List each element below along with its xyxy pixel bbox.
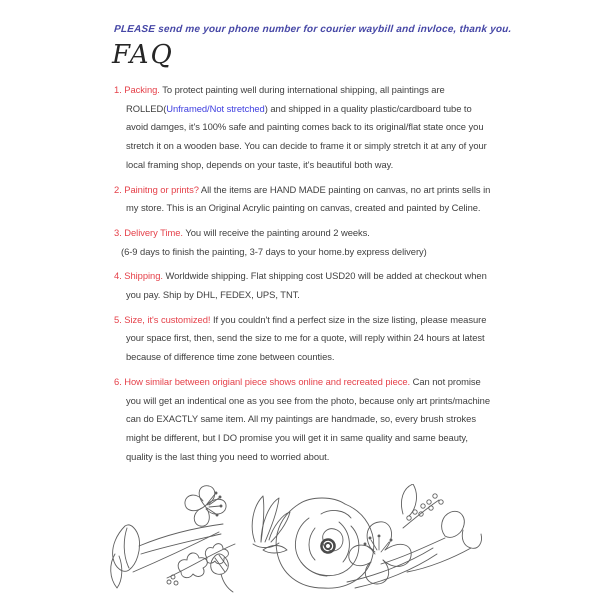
faq-item-size-customized — [114, 311, 492, 367]
faq-item-text: Can not promise you will get an indentical one as you see from the photo, because only art prints/machine can do EXACTLY same item. All my paintings are handmade, so, every brush strokes might be different, but I DO promise you will get it in same quality and same beauty, quality is the last thing you need to worried about. — [126, 375, 490, 462]
faq-item-text: All the items are HAND MADE painting on canvas, no art prints sells in my store. This is an Original Acrylic painting on canvas, created and painted by Celine. — [126, 183, 491, 214]
floral-line-art-decoration — [103, 484, 485, 600]
faq-item-delivery-time — [114, 224, 492, 261]
faq-item-label: 6. How similar between origianl piece shows online and recreated piece. — [114, 375, 411, 387]
faq-item-label: 1. Packing. — [114, 84, 160, 95]
faq-item-label: 5. Size, it's customized! — [114, 313, 211, 325]
faq-item-painting-or-prints — [114, 181, 492, 218]
faq-item-text: You will receive the painting around 2 weeks. — [182, 226, 370, 238]
courier-notice: PLEASE send me your phone number for courier waybill and invloce, thank you. — [113, 24, 512, 35]
faq-list — [114, 81, 492, 472]
faq-item-label: 4. Shipping. — [114, 270, 163, 282]
faq-item-text: Worldwide shipping. Flat shipping cost USD20 will be added at checkout when you pay. Ship by DHL, FEDEX, UPS, TNT. — [126, 270, 487, 301]
unframed-highlight: Unframed/Not stretched — [166, 102, 265, 114]
faq-item-similarity — [114, 373, 492, 467]
faq-item-text: To protect painting well during international shipping, all paintings are ROLLED( — [126, 84, 445, 114]
faq-item-text: If you couldn't find a perfect size in the size listing, please measure your space first, then, send the size to me for a quote, will reply within 24 hours at latest because of difference time zone between counties. — [126, 313, 487, 363]
faq-item-text: ) and shipped in a quality plastic/cardboard tube to avoid damges, it's 100% safe and painting comes back to its original/flat state once you stretch it on a wooden base. You can decide to frame it or simply stretch it at any of your local framing shop, depends on your taste, it's beautiful both way. — [126, 102, 487, 170]
faq-item-label: 2. Painitng or prints? — [114, 183, 199, 195]
faq-item-label: 3. Delivery Time. — [114, 226, 183, 238]
page-title: FAQ — [112, 40, 174, 70]
delivery-time-note: (6-9 days to finish the painting, 3-7 days to your home.by express delivery) — [121, 245, 427, 257]
faq-item-shipping — [114, 267, 492, 304]
faq-item-packing — [114, 81, 492, 175]
